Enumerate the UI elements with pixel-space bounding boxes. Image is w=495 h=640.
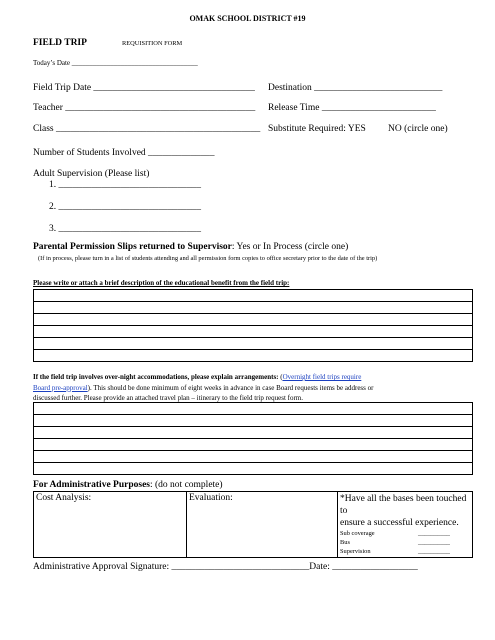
checklist-label: Sub coverage xyxy=(340,530,375,537)
supervisor-1-field[interactable]: 1. ______________________________ xyxy=(49,180,201,190)
admin-table xyxy=(33,491,473,558)
adult-supervision-label: Adult Supervision (Please list) xyxy=(33,169,150,179)
overnight-line[interactable] xyxy=(34,427,472,439)
benefit-line[interactable] xyxy=(34,302,472,314)
benefit-line[interactable] xyxy=(34,350,472,361)
checklist-line[interactable]: __________ xyxy=(418,539,450,546)
benefit-line[interactable] xyxy=(34,338,472,350)
supervisor-2-field[interactable]: 2. ______________________________ xyxy=(49,202,201,212)
benefit-heading xyxy=(33,279,289,287)
district-header: OMAK SCHOOL DISTRICT #19 xyxy=(189,14,306,23)
bases-line-1: *Have all the bases been touched to xyxy=(340,494,467,516)
checklist-row[interactable] xyxy=(340,529,470,538)
overnight-line[interactable] xyxy=(34,415,472,427)
bases-cell xyxy=(338,492,473,558)
overnight-paragraph xyxy=(33,372,373,404)
num-students-field[interactable]: Number of Students Involved ______________ xyxy=(33,148,215,158)
benefit-line[interactable] xyxy=(34,326,472,338)
approval-signature-field[interactable]: Administrative Approval Signature: _____________________________Date: __________________ xyxy=(33,562,418,572)
checklist-line[interactable]: __________ xyxy=(418,530,450,537)
benefit-line[interactable] xyxy=(34,314,472,326)
checklist-row[interactable] xyxy=(340,538,470,547)
admin-heading xyxy=(33,480,223,490)
destination-field[interactable]: Destination ___________________________ xyxy=(268,83,443,93)
cost-analysis-label: Cost Analysis: xyxy=(36,493,92,503)
todays-date-field[interactable]: Today’s Date ____________________________________ xyxy=(33,59,198,67)
overnight-arrangements-area[interactable] xyxy=(33,402,473,475)
overnight-line[interactable] xyxy=(34,451,472,463)
cost-analysis-cell[interactable] xyxy=(34,492,187,558)
substitute-yes-option[interactable]: Substitute Required: YES xyxy=(268,124,366,134)
evaluation-label: Evaluation: xyxy=(189,493,233,503)
evaluation-cell[interactable] xyxy=(187,492,338,558)
admin-label: For Administrative Purposes xyxy=(33,480,150,490)
parental-permission-options[interactable]: : Yes or In Process (circle one) xyxy=(231,242,349,252)
checklist-row[interactable] xyxy=(340,547,470,556)
parental-permission-note: (If in process, please turn in a list of students attending and all permission form copies to office secretary prior to the date of the trip) xyxy=(38,255,378,262)
benefit-label: Please write or attach a brief description of the educational benefit from the field trip xyxy=(33,279,288,287)
overnight-text-2: discussed further. Please provide an attached travel plan – itinerary to the field trip request form. xyxy=(33,394,303,402)
checklist-label: Bus xyxy=(340,539,350,546)
overnight-link-2[interactable]: Board pre-approval xyxy=(33,383,88,392)
parental-permission-line xyxy=(33,242,348,252)
class-field[interactable]: Class ___________________________________________ xyxy=(33,124,261,134)
substitute-no-option[interactable]: NO (circle one) xyxy=(388,124,448,134)
parental-permission-label: Parental Permission Slips returned to Supervisor xyxy=(33,242,232,252)
checklist-label: Supervision xyxy=(340,548,371,555)
overnight-paren-open: ( xyxy=(280,373,283,381)
overnight-line[interactable] xyxy=(34,403,472,415)
benefit-description-area[interactable] xyxy=(33,289,473,362)
field-trip-date-field[interactable]: Field Trip Date __________________________________ xyxy=(33,83,255,93)
supervisor-3-field[interactable]: 3. ______________________________ xyxy=(49,224,201,234)
overnight-line[interactable] xyxy=(34,463,472,474)
overnight-text-1: ). This should be done minimum of eight weeks in advance in case Board requests items be address or xyxy=(87,383,374,392)
release-time-field[interactable]: Release Time ________________________ xyxy=(268,103,436,113)
overnight-link-1[interactable]: Overnight field trips require xyxy=(282,373,362,381)
admin-note: : (do not complete) xyxy=(150,480,223,490)
bases-line-2: ensure a successful experience. xyxy=(340,518,459,528)
overnight-label: If the field trip involves over-night accommodations, please explain arrangements: xyxy=(33,373,279,381)
overnight-line[interactable] xyxy=(34,439,472,451)
form-title: FIELD TRIP xyxy=(33,38,87,48)
benefit-line[interactable] xyxy=(34,290,472,302)
checklist-line[interactable]: __________ xyxy=(418,548,450,555)
benefit-colon: : xyxy=(287,279,290,287)
form-subtitle: REQUISITION FORM xyxy=(122,40,183,47)
teacher-field[interactable]: Teacher ________________________________________ xyxy=(33,103,256,113)
